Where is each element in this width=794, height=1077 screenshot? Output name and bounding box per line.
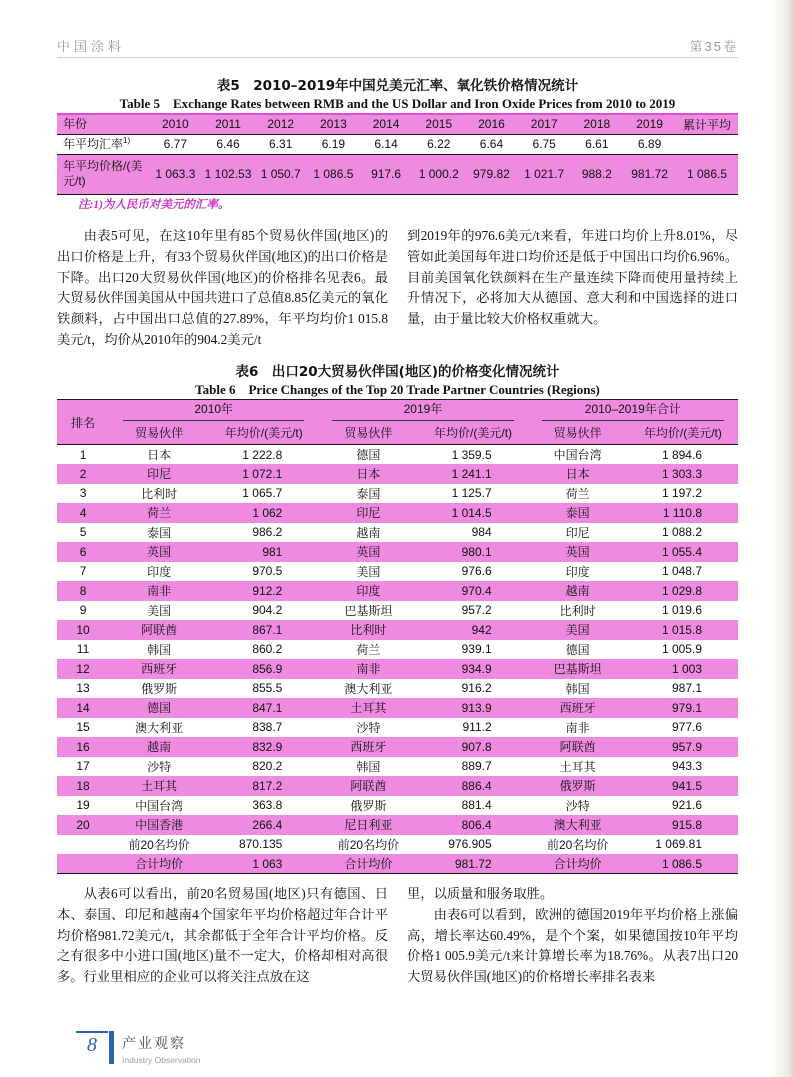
table5-footnote: 注:1)为人民币对美元的汇率。: [78, 199, 230, 211]
price-cell: 934.9: [461, 661, 492, 676]
price-cell: 1 015.8: [661, 622, 702, 637]
price-cell: 820.2: [252, 759, 283, 774]
partner-cell: 德国: [565, 642, 590, 657]
partner-cell: 泰国: [356, 486, 381, 501]
table5-column-header: 2011: [215, 117, 241, 132]
cell-value: [676, 134, 738, 154]
table5-column-header: 2017: [530, 117, 558, 132]
rank-cell: 13: [76, 681, 90, 696]
price-cell: 921.6: [671, 798, 702, 813]
price-cell: 838.7: [252, 720, 283, 735]
group-2010-label: 2010年: [123, 400, 304, 421]
table6-row: [57, 776, 738, 796]
partner-cell: 巴基斯坦: [344, 603, 393, 618]
table6-title-zh: 表6 出口20大贸易伙伴国(地区)的价格变化情况统计: [235, 364, 560, 380]
cell-value: 981.72: [631, 167, 668, 181]
partner-cell: 前20名均价: [547, 837, 609, 852]
price-cell: 943.3: [671, 759, 702, 774]
partner-cell: 中国台湾: [135, 798, 184, 813]
price-cell: 1 029.8: [661, 583, 702, 598]
cell-value: 6.77: [163, 137, 188, 151]
price-cell: 977.6: [671, 720, 702, 735]
partner-cell: 俄罗斯: [559, 779, 596, 794]
partner-cell: 俄罗斯: [141, 681, 178, 696]
journal-name: 中国涂料: [57, 39, 126, 54]
rank-cell: 5: [79, 525, 87, 540]
partner-cell: 土耳其: [559, 759, 596, 774]
partner-cell: 印尼: [147, 467, 172, 482]
partner-cell: 越南: [147, 740, 172, 755]
partner-cell: 土耳其: [350, 701, 387, 716]
partner-cell: 澳大利亚: [553, 818, 602, 833]
table6-row: [57, 815, 738, 835]
table6-group-header-row: [57, 400, 738, 422]
table6-group-total: [528, 400, 738, 422]
price-cell: 1 003: [671, 661, 702, 676]
price-cell: 907.8: [461, 739, 492, 754]
table6-row: [57, 464, 738, 484]
partner-cell: 越南: [356, 525, 381, 540]
partner-cell: 前20名均价: [128, 837, 190, 852]
table5-column-header: 2014: [372, 117, 400, 132]
partner-cell: 荷兰: [565, 486, 590, 501]
footer-section-zh: 产业观察: [122, 1035, 186, 1051]
rank-cell: 16: [76, 739, 90, 754]
price-cell: 1 088.2: [661, 525, 702, 540]
sub-header-partner: 贸易伙伴: [135, 426, 184, 441]
partner-cell: 英国: [147, 545, 172, 560]
rank-cell: [57, 835, 109, 855]
partner-cell: 澳大利亚: [135, 720, 184, 735]
rank-cell: 11: [76, 642, 90, 657]
body-paragraph-1-right: 到2019年的976.6美元/t来看，年进口均价上升8.01%，尽管如此美国每年进口均价还是低于中国出口均价6.96%。目前美国氧化铁颜料在生产量连续下降而使用量持续上升情况下，必将加大从德国、意大利和中国选择的进口量，由于量比较大价格权重就大。: [407, 228, 738, 327]
table5-exchange-rates: [57, 113, 738, 195]
partner-cell: 德国: [147, 701, 172, 716]
row-label: 年平均价格/(美元/t): [63, 159, 143, 188]
price-cell: 913.9: [461, 700, 492, 715]
cell-value: 1 063.3: [155, 167, 196, 181]
table6-row: [57, 581, 738, 601]
price-cell: 806.4: [461, 817, 492, 832]
price-cell: 957.2: [461, 603, 492, 618]
price-cell: 916.2: [461, 681, 492, 696]
price-cell: 1 086.5: [661, 856, 702, 871]
rank-cell: [57, 854, 109, 874]
partner-cell: 比利时: [559, 603, 596, 618]
price-cell: 886.4: [461, 778, 492, 793]
partner-cell: 阿联酋: [350, 779, 387, 794]
page-footer: [76, 1031, 200, 1065]
table5-column-header: 2016: [478, 117, 505, 132]
price-cell: 1 072.1: [242, 466, 283, 481]
body-paragraph-2-right: [407, 884, 738, 988]
partner-cell: 印尼: [565, 525, 590, 540]
price-cell: 912.2: [252, 583, 283, 598]
table6-row: [57, 445, 738, 465]
price-cell: 987.1: [671, 681, 702, 696]
rank-cell: 4: [79, 505, 87, 520]
volume-label: 第35卷: [689, 39, 738, 54]
price-cell: 1 063: [252, 856, 283, 871]
cell-value: 6.19: [321, 137, 346, 151]
price-cell: 939.1: [461, 642, 492, 657]
sub-header-price: 年均价/(美元/t): [643, 426, 722, 441]
table6-row: [57, 542, 738, 562]
price-cell: 881.4: [461, 798, 492, 813]
table6-row: [57, 854, 738, 874]
price-cell: 867.1: [252, 622, 283, 637]
table6-title-en: Table 6 Price Changes of the Top 20 Trade Partner Countries (Regions): [195, 382, 600, 397]
table6-rank-header: 排名: [71, 415, 96, 430]
partner-cell: 印度: [565, 564, 590, 579]
price-cell: 889.7: [461, 759, 492, 774]
table6-row: [57, 835, 738, 855]
row-label: 年平均汇率$^{1)}$: [63, 136, 131, 151]
price-cell: 856.9: [252, 661, 283, 676]
table5-column-header: 2013: [320, 117, 347, 132]
rank-cell: 6: [79, 544, 87, 559]
rank-cell: 17: [76, 759, 90, 774]
footer-section-en: Industry Observation: [122, 1055, 201, 1065]
table5-row: [57, 154, 738, 194]
price-cell: 915.8: [671, 817, 702, 832]
price-cell: 1 014.5: [451, 505, 492, 520]
journal-header: [57, 36, 738, 55]
cell-value: 6.75: [532, 137, 556, 151]
partner-cell: 俄罗斯: [350, 798, 387, 813]
table6-row: [57, 640, 738, 660]
partner-cell: 合计均价: [135, 857, 184, 871]
partner-cell: 西班牙: [559, 701, 596, 716]
price-cell: 855.5: [252, 681, 283, 696]
partner-cell: 比利时: [141, 486, 178, 501]
group-2019-label: 2019年: [332, 400, 513, 421]
price-cell: 976.6: [461, 564, 492, 579]
sub-header-partner: 贸易伙伴: [553, 426, 602, 441]
partner-cell: 印度: [147, 564, 172, 579]
price-cell: 1 048.7: [661, 564, 702, 579]
partner-cell: 土耳其: [141, 779, 178, 794]
price-cell: 1 069.81: [655, 837, 702, 852]
partner-cell: 澳大利亚: [344, 681, 393, 696]
partner-cell: 西班牙: [350, 740, 387, 755]
table6-row: [57, 757, 738, 777]
body-paragraph-2-left: 从表6可以看出，前20名贸易国(地区)只有德国、日本、泰国、印尼和越南4个国家年平均价格超过年合计平均价格981.72美元/t，其余都低于全年合计平均价格。反之有很多中小进口国(地区)量不一定大，价格却相对高很多。行业里相应的企业可以将关注点放在这: [57, 886, 388, 985]
table6-group-2019: [318, 400, 527, 422]
table5-column-header: 2018: [583, 117, 611, 132]
partner-cell: 韩国: [356, 759, 381, 774]
price-cell: 911.2: [462, 720, 492, 735]
cell-value: 979.82: [473, 167, 510, 181]
price-cell: 980.1: [461, 544, 492, 559]
table6-row: [57, 698, 738, 718]
price-cell: 1 197.2: [661, 486, 702, 501]
price-cell: 986.2: [252, 525, 283, 540]
partner-cell: 荷兰: [356, 642, 381, 657]
partner-cell: 泰国: [147, 525, 172, 540]
partner-cell: 阿联酋: [141, 623, 178, 638]
partner-cell: 美国: [356, 564, 381, 579]
rank-cell: 9: [79, 603, 87, 618]
partner-cell: 南非: [565, 720, 590, 735]
page-number: 8: [87, 1034, 97, 1056]
rank-cell: 8: [79, 583, 87, 598]
partner-cell: 越南: [565, 584, 590, 599]
cell-value: 6.64: [479, 137, 504, 151]
partner-cell: 沙特: [356, 720, 381, 735]
cell-value: 1 000.2: [418, 167, 459, 181]
cell-value: 1 086.5: [313, 167, 354, 181]
table6-row: [57, 718, 738, 738]
price-cell: 979.1: [671, 700, 702, 715]
price-cell: 1 241.1: [451, 466, 492, 481]
price-cell: 832.9: [252, 739, 283, 754]
partner-cell: 西班牙: [141, 662, 178, 677]
partner-cell: 沙特: [565, 798, 590, 813]
cell-value: 6.14: [374, 137, 398, 151]
sub-header-partner: 贸易伙伴: [344, 426, 393, 441]
price-cell: 266.4: [252, 817, 283, 832]
cell-value: 6.61: [585, 137, 609, 151]
price-cell: 870.135: [238, 837, 283, 852]
price-cell: 984: [471, 525, 492, 540]
table6-row: [57, 679, 738, 699]
cell-value: 6.89: [637, 137, 662, 151]
table6-row: [57, 796, 738, 816]
table5-title-zh: 表5 2010–2019年中国兑美元汇率、氧化铁价格情况统计: [216, 78, 579, 94]
partner-cell: 美国: [147, 603, 172, 618]
cell-value: 6.31: [269, 137, 293, 151]
rank-cell: 3: [79, 486, 87, 501]
partner-cell: 泰国: [565, 506, 590, 521]
cell-value: 1 102.53: [204, 167, 252, 181]
price-cell: 1 062: [252, 505, 283, 520]
partner-cell: 沙特: [147, 759, 172, 774]
partner-cell: 德国: [356, 448, 381, 462]
partner-cell: 南非: [147, 584, 172, 599]
table6-row: [57, 659, 738, 679]
price-cell: 941.5: [671, 778, 702, 793]
header-rule: [57, 57, 738, 58]
price-cell: 1 019.6: [661, 603, 702, 618]
table6-row: [57, 523, 738, 543]
cell-value: 1 021.7: [524, 167, 565, 181]
price-cell: 1 055.4: [661, 544, 702, 559]
partner-cell: 日本: [147, 448, 172, 462]
price-cell: 1 125.7: [451, 486, 492, 501]
partner-cell: 比利时: [350, 623, 387, 638]
price-cell: 1 065.7: [242, 486, 283, 501]
price-cell: 976.905: [448, 837, 492, 852]
page-number-box: [76, 1031, 108, 1056]
rank-cell: 18: [76, 778, 90, 793]
partner-cell: 印度: [356, 584, 381, 599]
price-cell: 981: [262, 544, 283, 559]
rank-cell: 19: [76, 798, 90, 813]
price-cell: 860.2: [252, 642, 283, 657]
table5-column-header: 年份: [63, 116, 88, 131]
rank-cell: 2: [79, 466, 87, 481]
rank-cell: 14: [76, 700, 90, 715]
table5-row: [57, 134, 738, 154]
partner-cell: 中国香港: [135, 818, 184, 833]
cell-value: 917.6: [371, 167, 402, 181]
price-cell: 970.4: [461, 583, 492, 598]
partner-cell: 尼日利亚: [344, 818, 393, 833]
rank-cell: 20: [76, 817, 90, 832]
footer-section: [122, 1031, 200, 1065]
price-cell: 1 110.8: [662, 505, 702, 520]
table6-row: [57, 503, 738, 523]
price-cell: 363.8: [252, 798, 283, 813]
partner-cell: 南非: [356, 662, 381, 677]
sub-header-price: 年均价/(美元/t): [434, 426, 513, 441]
price-cell: 981.72: [454, 856, 492, 871]
partner-cell: 合计均价: [344, 857, 393, 871]
table6-row: [57, 562, 738, 582]
price-cell: 942: [471, 622, 492, 637]
rank-cell: 1: [79, 447, 87, 462]
cell-value: 6.22: [427, 137, 451, 151]
partner-cell: 前20名均价: [337, 837, 400, 852]
rank-cell: 10: [76, 622, 90, 637]
price-cell: 957.9: [671, 739, 702, 754]
group-total-label: 2010–2019年合计: [542, 400, 724, 421]
cell-value: 988.2: [581, 167, 612, 181]
price-cell: 1 894.6: [661, 447, 702, 462]
partner-cell: 印尼: [356, 506, 381, 521]
price-cell: 1 005.9: [661, 642, 702, 657]
partner-cell: 巴基斯坦: [553, 662, 602, 677]
partner-cell: 合计均价: [553, 857, 602, 871]
partner-cell: 英国: [356, 545, 381, 560]
paragraph-3: 由表6可以看到，欧洲的德国2019年平均价格上涨偏高，增长率达60.49%，是个个案，如果德国按10年平均价格1 005.9美元/t来计算增长率为18.76%。从表7出口20大贸易伙伴国(地区)的价格增长率排名表来: [407, 906, 738, 985]
table6-group-2010: [109, 400, 318, 422]
price-cell: 847.1: [252, 700, 283, 715]
table5-column-header: 2012: [267, 117, 295, 132]
table6-row: [57, 601, 738, 621]
rank-cell: 15: [76, 720, 90, 735]
table5-column-header: 2015: [425, 117, 453, 132]
partner-cell: 韩国: [565, 681, 590, 696]
price-cell: 817.2: [252, 778, 283, 793]
table5-header-row: [57, 114, 738, 134]
partner-cell: 日本: [565, 467, 590, 482]
rank-cell: 12: [76, 661, 90, 676]
footer-accent-bar: [109, 1031, 114, 1064]
rank-cell: 7: [79, 564, 87, 579]
body-paragraph-1-left: 由表5可见，在这10年里有85个贸易伙伴国(地区)的出口价格是上升，有33个贸易伙伴国(地区)的出口价格是下降。出口20大贸易伙伴国(地区)的价格排名见表6。最大贸易伙伴国美国从中国共进口了总值8.85亿美元的氧化铁颜料，占中国出口总值的27.89%，年平均均价1 015.8美元/t，均价从2010年的904.2美元/t: [57, 228, 388, 347]
partner-cell: 中国台湾: [553, 448, 602, 462]
table5-column-header: 累计平均: [682, 117, 731, 132]
partner-cell: 韩国: [147, 642, 172, 657]
partner-cell: 英国: [565, 545, 590, 560]
cell-value: 1 050.7: [260, 167, 301, 181]
partner-cell: 日本: [356, 467, 381, 482]
price-cell: 1 359.5: [451, 447, 492, 462]
partner-cell: 美国: [565, 623, 590, 638]
table5-column-header: 2010: [161, 117, 189, 132]
table5-column-header: 2019: [636, 117, 663, 132]
partner-cell: 荷兰: [147, 506, 172, 521]
price-cell: 1 303.3: [661, 466, 702, 481]
partner-cell: 阿联酋: [559, 740, 596, 755]
price-cell: 904.2: [252, 603, 283, 618]
table6-top20-partners: [57, 399, 738, 874]
table6-sub-header-row: [57, 422, 738, 445]
table6-row: [57, 620, 738, 640]
cell-value: 1 086.5: [686, 167, 728, 181]
table6-row: [57, 737, 738, 757]
table6-row: [57, 484, 738, 504]
sub-header-price: 年均价/(美元/t): [224, 426, 303, 441]
price-cell: 970.5: [252, 564, 283, 579]
cell-value: 6.46: [216, 137, 240, 151]
price-cell: 1 222.8: [242, 447, 283, 462]
table5-title-en: Table 5 Exchange Rates between RMB and the US Dollar and Iron Oxide Prices from 2010 to 2019: [119, 96, 676, 111]
paragraph-2-continuation: 里，以质量和服务取胜。: [407, 886, 554, 901]
